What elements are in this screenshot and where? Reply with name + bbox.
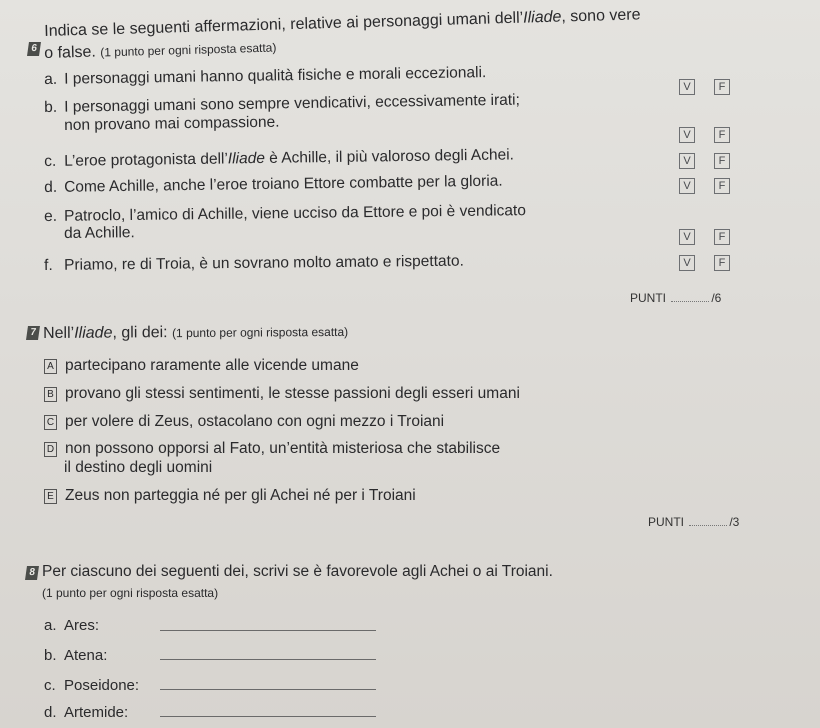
god-name: Artemide: bbox=[64, 704, 129, 721]
score-blank[interactable] bbox=[671, 301, 709, 302]
statement-d bbox=[44, 172, 503, 198]
god-name: Ares: bbox=[64, 617, 100, 634]
god-name: Atena: bbox=[64, 647, 108, 664]
score-max: /3 bbox=[729, 515, 740, 529]
statement-text: Come Achille, anche l’eroe troiano Ettore combatte per la gloria. bbox=[64, 172, 503, 196]
statement-letter: f. bbox=[44, 256, 53, 274]
true-box-e[interactable]: V bbox=[679, 229, 695, 245]
option-box-c[interactable]: C bbox=[44, 415, 57, 430]
scoring-note: (1 punto per ogni risposta esatta) bbox=[100, 40, 277, 60]
score-label: PUNTI bbox=[648, 515, 684, 529]
option-b bbox=[44, 384, 520, 404]
god-label-d bbox=[44, 704, 128, 721]
statement-text: I personaggi umani hanno qualità fisiche e morali eccezionali. bbox=[64, 64, 487, 88]
statement-a bbox=[44, 63, 486, 90]
god-name: Poseidone: bbox=[64, 677, 140, 694]
title-text-end: , sono vere bbox=[561, 6, 641, 26]
option-box-b[interactable]: B bbox=[44, 387, 57, 402]
title-text: Indica se le seguenti affermazioni, relative ai personaggi umani dell’ bbox=[44, 9, 524, 40]
title-line2-text: o false. bbox=[44, 43, 97, 62]
option-text: per volere di Zeus, ostacolano con ogni mezzo i Troiani bbox=[65, 413, 445, 430]
god-label-b bbox=[44, 647, 107, 664]
score-max: /6 bbox=[711, 291, 722, 305]
option-text: non possono opporsi al Fato, un’entità misteriosa che stabilisce bbox=[65, 440, 501, 457]
false-box-f[interactable]: F bbox=[714, 255, 730, 271]
god-letter: b. bbox=[44, 647, 57, 664]
god-letter: c. bbox=[44, 677, 56, 694]
question-title: Per ciascuno dei seguenti dei, scrivi se è favorevole agli Achei o ai Troiani. bbox=[42, 563, 553, 580]
scoring-note: (1 punto per ogni risposta esatta) bbox=[42, 586, 219, 600]
score-line-q6 bbox=[630, 291, 721, 305]
statement-text-end: è Achille, il più valoroso degli Achei. bbox=[264, 146, 515, 167]
option-box-e[interactable]: E bbox=[44, 489, 57, 504]
option-box-a[interactable]: A bbox=[44, 359, 57, 374]
statement-f bbox=[44, 252, 464, 276]
option-c bbox=[44, 412, 444, 432]
true-box-a[interactable]: V bbox=[679, 79, 695, 95]
statement-letter: a. bbox=[44, 70, 58, 88]
question-title-line2 bbox=[44, 38, 277, 64]
god-label-c bbox=[44, 677, 139, 694]
false-box-c[interactable]: F bbox=[714, 153, 730, 169]
answer-line-ares[interactable] bbox=[160, 630, 376, 631]
option-d bbox=[44, 439, 500, 459]
god-letter: d. bbox=[44, 704, 57, 721]
option-d-line2: il destino degli uomini bbox=[64, 459, 213, 476]
statement-text: Patroclo, l’amico di Achille, viene ucciso da Ettore e poi è vendicato bbox=[64, 202, 526, 225]
false-box-a[interactable]: F bbox=[714, 79, 730, 95]
statement-e-line2: da Achille. bbox=[64, 224, 135, 242]
option-a bbox=[44, 356, 359, 376]
true-box-f[interactable]: V bbox=[679, 255, 695, 271]
score-label: PUNTI bbox=[630, 291, 666, 305]
option-text: partecipano raramente alle vicende umane bbox=[65, 357, 359, 374]
question-number-badge: 8 bbox=[25, 566, 39, 580]
false-box-b[interactable]: F bbox=[714, 127, 730, 143]
question-title bbox=[44, 5, 641, 42]
god-label-a bbox=[44, 617, 99, 634]
question-title bbox=[43, 322, 348, 344]
score-blank[interactable] bbox=[689, 525, 727, 526]
true-box-b[interactable]: V bbox=[679, 127, 695, 143]
statement-b-line2: non provano mai compassione. bbox=[64, 113, 280, 134]
god-letter: a. bbox=[44, 617, 57, 634]
title-italic: Iliade bbox=[74, 324, 113, 342]
title-text: Nell’ bbox=[43, 324, 75, 342]
question-number-badge: 7 bbox=[26, 326, 40, 340]
question-number-badge: 6 bbox=[27, 42, 41, 56]
statement-italic: Iliade bbox=[227, 149, 266, 168]
title-italic: Iliade bbox=[522, 8, 562, 27]
option-text: provano gli stessi sentimenti, le stesse passioni degli esseri umani bbox=[65, 385, 520, 402]
statement-letter: e. bbox=[44, 207, 58, 225]
title-text-end: , gli dei: bbox=[112, 324, 168, 342]
false-box-e[interactable]: F bbox=[714, 229, 730, 245]
true-box-d[interactable]: V bbox=[679, 178, 695, 194]
true-box-c[interactable]: V bbox=[679, 153, 695, 169]
score-line-q7 bbox=[648, 515, 739, 529]
statement-text: L’eroe protagonista dell’ bbox=[64, 150, 228, 170]
statement-c bbox=[44, 145, 514, 172]
statement-text: I personaggi umani sono sempre vendicativi, eccessivamente irati; bbox=[64, 91, 520, 116]
answer-line-artemide[interactable] bbox=[160, 716, 376, 717]
statement-b bbox=[44, 91, 520, 118]
answer-line-poseidone[interactable] bbox=[160, 689, 376, 690]
false-box-d[interactable]: F bbox=[714, 178, 730, 194]
option-e bbox=[44, 486, 416, 506]
statement-letter: b. bbox=[44, 98, 58, 116]
statement-letter: c. bbox=[44, 152, 57, 170]
option-box-d[interactable]: D bbox=[44, 442, 57, 457]
statement-text: Priamo, re di Troia, è un sovrano molto amato e rispettato. bbox=[64, 252, 464, 274]
answer-line-atena[interactable] bbox=[160, 659, 376, 660]
option-text: Zeus non parteggia né per gli Achei né per i Troiani bbox=[65, 487, 416, 504]
scoring-note: (1 punto per ogni risposta esatta) bbox=[171, 324, 349, 341]
statement-letter: d. bbox=[44, 178, 58, 196]
